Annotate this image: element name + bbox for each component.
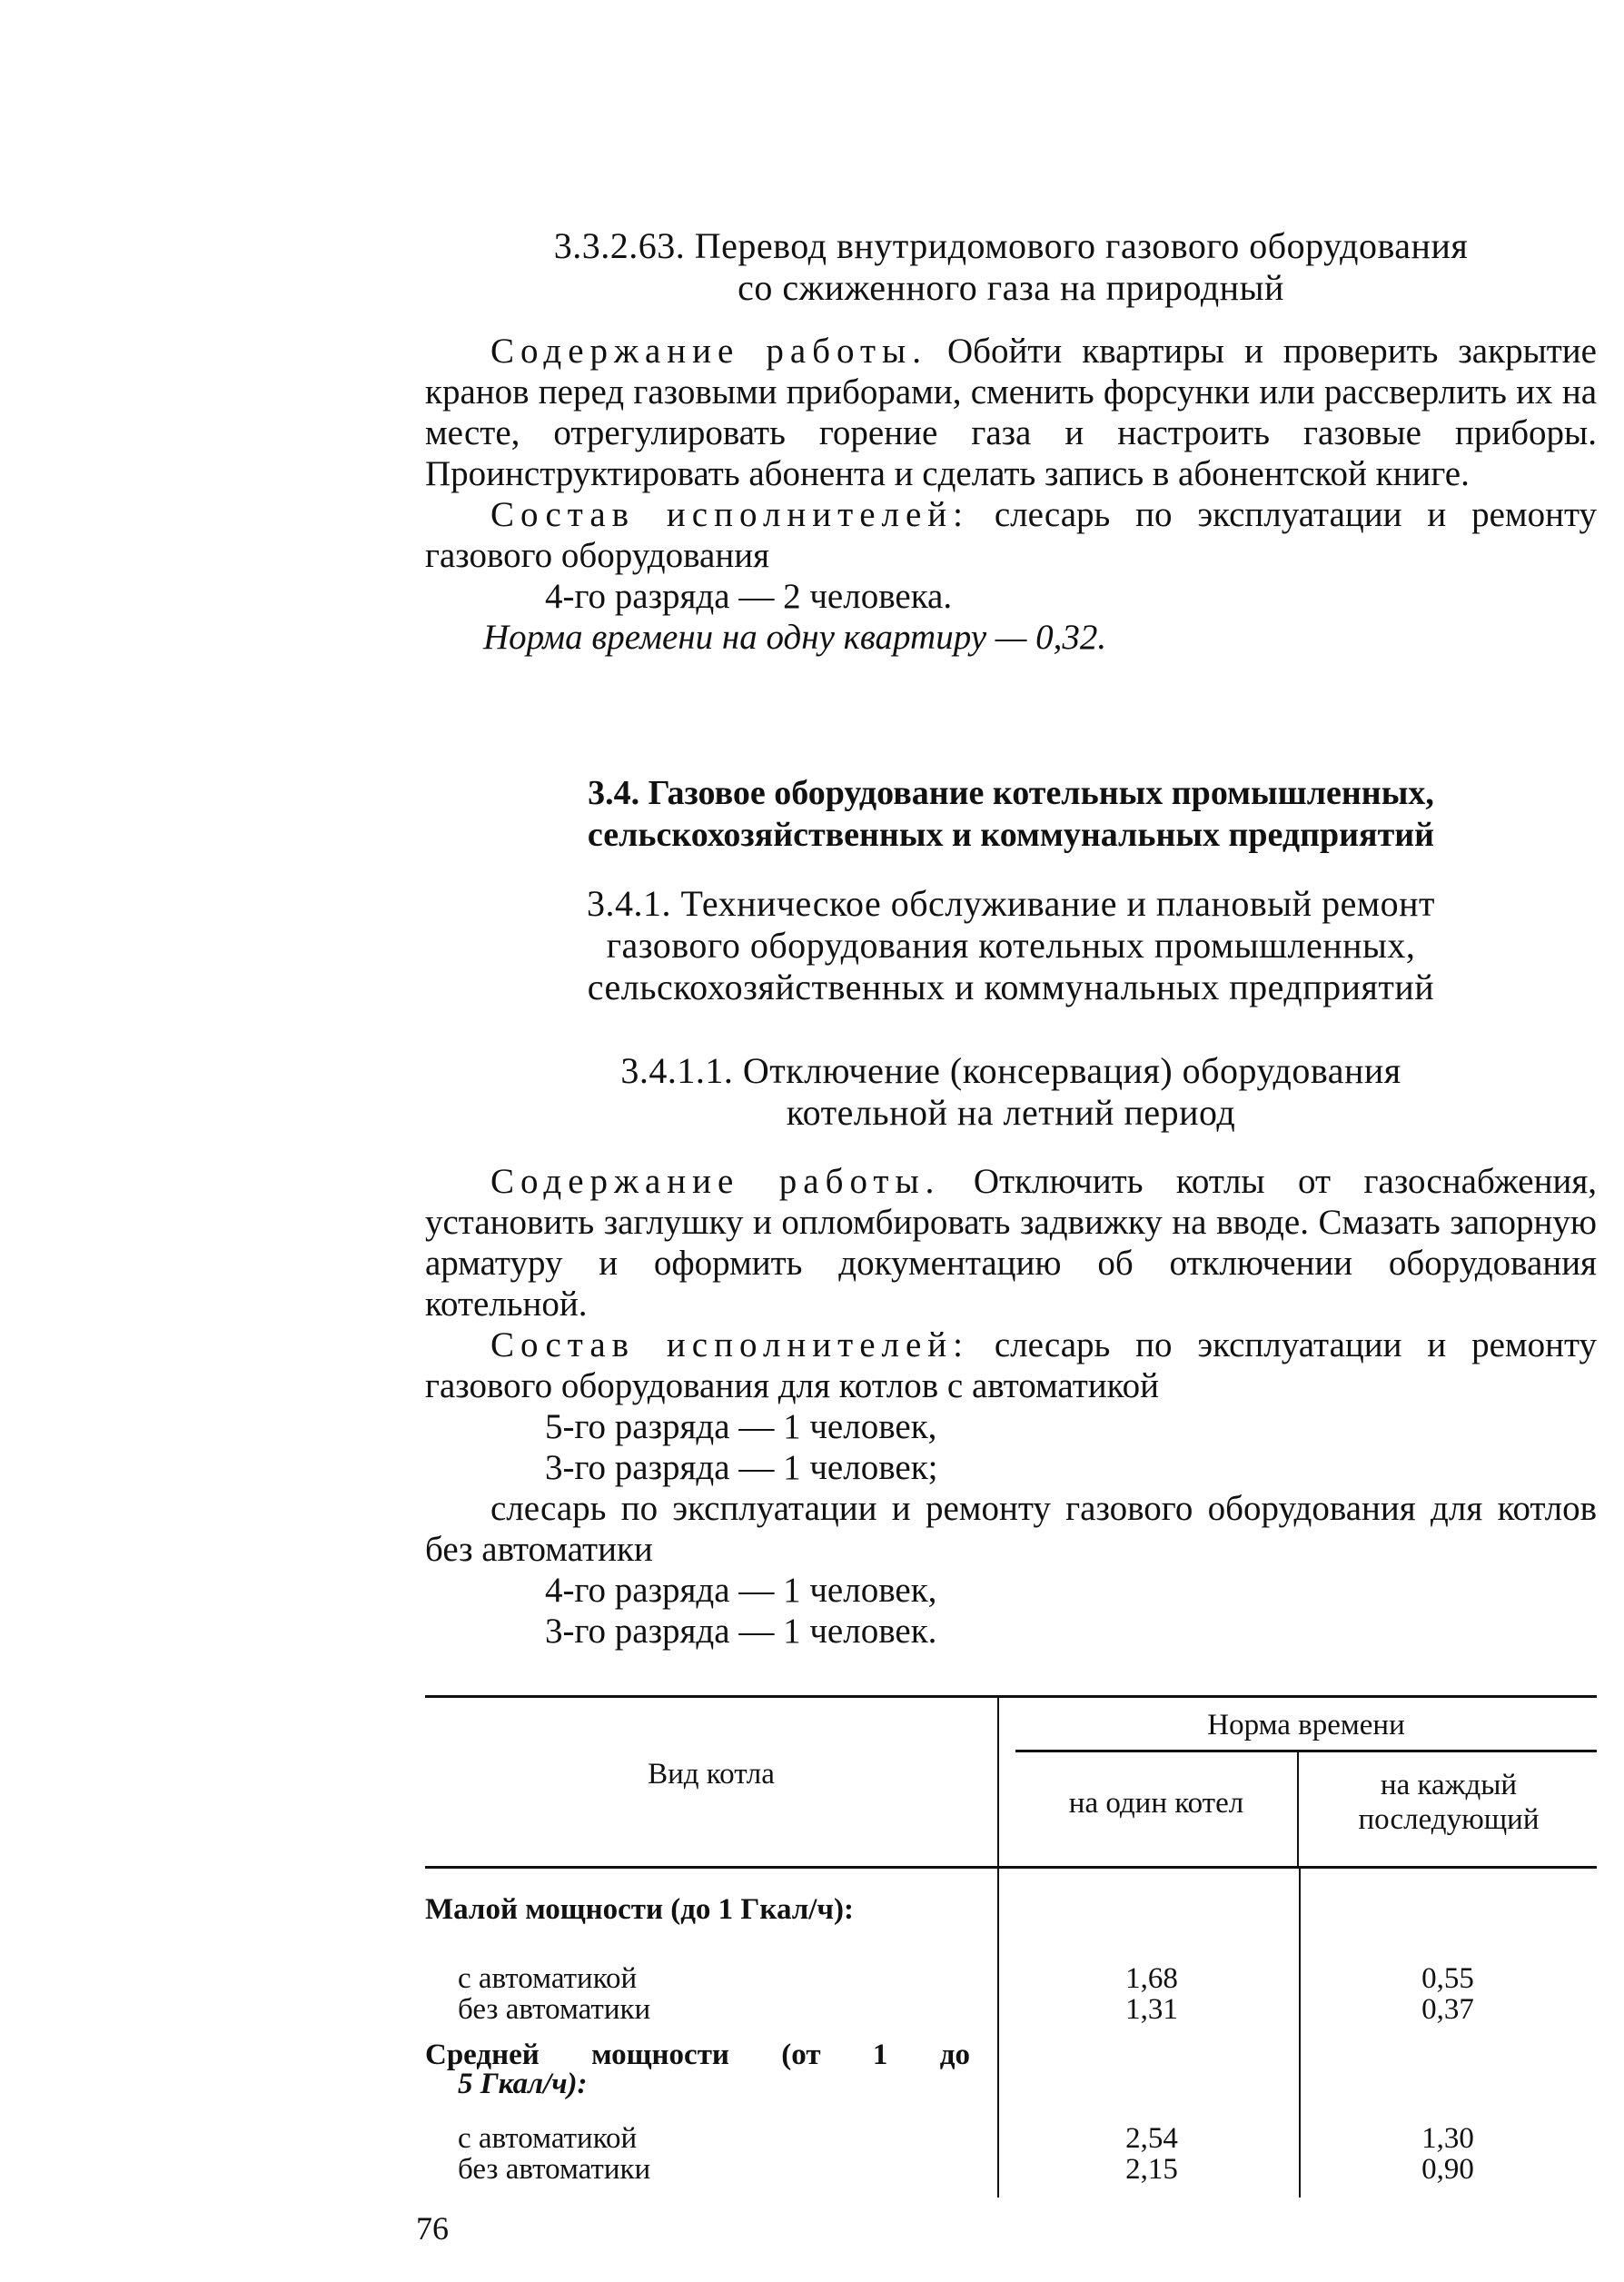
chapter-heading-line-2: сельскохозяйственных и коммунальных предприятий bbox=[587, 816, 1435, 854]
table-body-vertical-2 bbox=[1299, 1869, 1301, 2198]
staff-body: слесарь по эксплуатации и ремонту газового оборудования bbox=[425, 495, 1597, 575]
staff-text-3: слесарь по эксплуатации и ремонту газового оборудования для котлов без автоматики bbox=[425, 1489, 1597, 1569]
table-cell-next: 0,55 bbox=[1421, 1962, 1474, 1995]
staff-label-2: Состав исполнителей: bbox=[490, 1325, 969, 1364]
group-title-medium-line-1: Средней мощности (от 1 до bbox=[425, 2039, 970, 2071]
section-title-line-1: 3.3.2.63. Перевод внутридомового газового оборудования bbox=[553, 225, 1469, 266]
content-label: Содержание работы. bbox=[490, 332, 927, 371]
staff-body-2: слесарь по эксплуатации и ремонту газового оборудования для котлов с автоматикой bbox=[425, 1325, 1597, 1405]
column-header-next-line-1: на каждый bbox=[1380, 1769, 1518, 1801]
table-cell-first: 1,31 bbox=[1125, 1993, 1178, 2026]
table-cell-first: 2,54 bbox=[1125, 2122, 1178, 2155]
chapter-heading bbox=[425, 772, 1597, 856]
staff-line-2: 3-го разряда — 1 человек; bbox=[545, 1448, 938, 1487]
table-subheader-rule bbox=[1015, 1750, 1597, 1752]
staff-text-2 bbox=[425, 1325, 1597, 1406]
subsection-title-line-1: 3.4.1. Техническое обслуживание и плановый ремонт bbox=[586, 883, 1436, 924]
staff-line-1: 5-го разряда — 1 человек, bbox=[545, 1407, 937, 1446]
column-header-next bbox=[1301, 1768, 1597, 1837]
table-body-vertical-1 bbox=[997, 1869, 999, 2198]
content-body: Обойти квартиры и проверить закрытие кранов перед газовыми приборами, сменить форсунки или рассверлить их на месте, отрегулировать горение газа и настроить газовые приборы. Проинструктировать абонента и сделать запись в абонентской книге. bbox=[425, 332, 1597, 493]
page-number: 76 bbox=[416, 2210, 449, 2247]
section-title-line-2: со сжиженного газа на природный bbox=[738, 267, 1284, 308]
group-title-medium-line-2: 5 Гкал/ч): bbox=[458, 2068, 588, 2100]
staff-text bbox=[425, 494, 1597, 576]
staff-line: 4-го разряда — 2 человека. bbox=[545, 577, 953, 616]
content-paragraph-2 bbox=[425, 1161, 1597, 1652]
table-cell-next: 0,37 bbox=[1421, 1993, 1474, 2026]
staff-line-3: 4-го разряда — 1 человек, bbox=[545, 1571, 937, 1610]
table-top-rule bbox=[425, 1695, 1597, 1698]
subsection-title-line-2: газового оборудования котельных промышленных, bbox=[606, 925, 1416, 966]
subsection-title bbox=[425, 883, 1597, 1008]
staff-line-4: 3-го разряда — 1 человек. bbox=[545, 1612, 937, 1651]
table-divider-vertical-1 bbox=[997, 1695, 999, 1868]
content-paragraph bbox=[425, 331, 1597, 658]
column-header-first: на один котел bbox=[1068, 1787, 1244, 1820]
item-title-line-2: котельной на летний период bbox=[786, 1092, 1236, 1133]
table-divider-vertical-2 bbox=[1297, 1751, 1299, 1868]
table-row-label: с автоматикой bbox=[458, 1962, 638, 1995]
time-norm-table bbox=[425, 1695, 1597, 2204]
section-title bbox=[425, 225, 1597, 309]
group-title-small: Малой мощности (до 1 Гкал/ч): bbox=[425, 1893, 855, 1926]
content-label-2: Содержание работы. bbox=[490, 1162, 941, 1201]
column-header-type: Вид котла bbox=[648, 1758, 775, 1791]
subsection-title-line-3: сельскохозяйственных и коммунальных предприятий bbox=[587, 967, 1435, 1007]
column-header-norm: Норма времени bbox=[1207, 1709, 1405, 1741]
table-cell-first: 1,68 bbox=[1125, 1962, 1178, 1995]
time-norm-text: Норма времени на одну квартиру — 0,32. bbox=[483, 618, 1107, 657]
table-cell-next: 0,90 bbox=[1421, 2153, 1474, 2186]
item-title-line-1: 3.4.1.1. Отключение (консервация) оборудования bbox=[620, 1050, 1401, 1091]
table-row-label: без автоматики bbox=[458, 2153, 651, 2186]
column-header-next-line-2: последующий bbox=[1358, 1803, 1540, 1836]
work-content-text bbox=[425, 331, 1597, 494]
table-cell-next: 1,30 bbox=[1421, 2122, 1474, 2155]
table-header-bottom-rule bbox=[425, 1866, 1597, 1869]
table-row-label: с автоматикой bbox=[458, 2122, 638, 2155]
item-title bbox=[425, 1050, 1597, 1134]
content-body-2: Отключить котлы от газоснабжения, установить заглушку и опломбировать задвижку на вводе. Смазать запорную арматуру и оформить документацию об отключении оборудования котельной. bbox=[425, 1162, 1598, 1324]
work-content-text-2 bbox=[425, 1161, 1597, 1325]
table-row-label: без автоматики bbox=[458, 1993, 651, 2026]
time-norm bbox=[425, 617, 1597, 658]
chapter-heading-line-1: 3.4. Газовое оборудование котельных промышленных, bbox=[588, 774, 1434, 812]
staff-label: Состав исполнителей: bbox=[490, 495, 969, 534]
table-cell-first: 2,15 bbox=[1125, 2153, 1178, 2186]
